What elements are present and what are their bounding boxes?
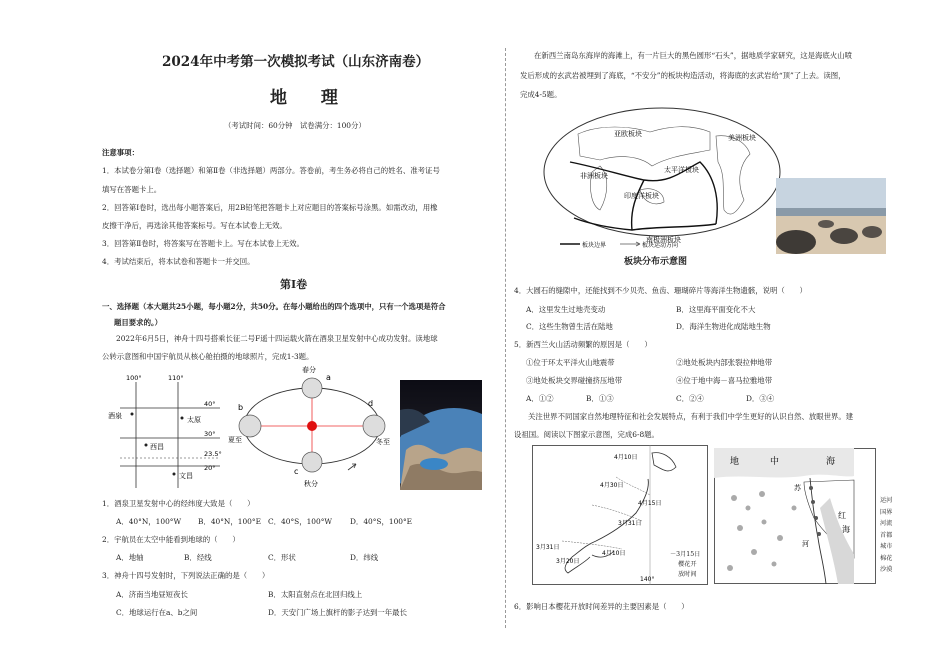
option: C．形状 [268, 553, 296, 562]
sea-label: 地 [730, 457, 740, 467]
plate-label: 亚欧板块 [614, 130, 642, 138]
winter-label: 冬至 [376, 438, 390, 446]
column-divider [505, 48, 506, 628]
answer-option: A．①② [526, 394, 554, 403]
question-stem: 2．宇航员在太空中能看到地球的（ ） [102, 535, 240, 544]
isoline-label: 3月31日 [536, 544, 560, 551]
lon-label: 110° [168, 374, 184, 382]
river-label: 河 [802, 540, 809, 548]
option: ④位于地中海－喜马拉雅地带 [676, 376, 773, 385]
passage-line: 设祖国。阅读以下图家示意图，完成6-8题。 [514, 430, 659, 439]
left-column [98, 0, 498, 672]
question-stem: 3．神舟十四号发射时，下列说法正确的是（ ） [102, 571, 270, 580]
answer-option: D．③④ [746, 394, 775, 403]
option: B．太阳直射点在北回归线上 [268, 590, 363, 599]
option: A．40°N，100°W [116, 517, 182, 526]
question-intro: 2022年6月5日，神舟十四号搭乘长征二号F遥十四运载火箭在酒泉卫星发射中心成功发射。读地球 [116, 334, 438, 343]
isoline-label: 4月10日 [614, 454, 638, 461]
sea-label: 中 [770, 457, 780, 467]
section-title: 第Ⅰ卷 [280, 278, 308, 291]
answer-option: C．②④ [676, 394, 704, 403]
plate-label: 非洲板块 [580, 172, 608, 180]
question-stem: 6．影响日本樱花开放时间差异的主要因素是（ ） [514, 602, 689, 611]
option: ②地处板块内部张裂拉伸地带 [676, 358, 773, 367]
plate-label: 印度洋板块 [624, 192, 659, 200]
beach-boulders-photo [776, 178, 886, 254]
earth-from-space-photo [400, 380, 482, 490]
summer-label: 夏至 [228, 436, 242, 444]
isoline-label: 4月15日 [638, 500, 662, 507]
lat-label: 23.5° [204, 450, 222, 458]
passage-line: 在新西兰南岛东海岸的海滩上，有一片巨大的黑色圆形“石头”，据地质学家研究，这是海底火山喷 [534, 51, 852, 60]
legend-item: 棉花 [880, 554, 893, 562]
point-b: b [238, 403, 244, 412]
autumn-label: 秋分 [304, 480, 318, 488]
note-line: 1．本试卷分第Ⅰ卷（选择题）和第Ⅱ卷（非选择题）两部分。答卷前，考生务必将自己的姓名、准考证号 [102, 166, 440, 175]
section-instruction: 一、选择题（本大题共25小题，每小题2分，共50分。在每小题给出的四个选项中，只有一个选项是符合 [102, 302, 446, 311]
exam-info: （考试时间：60分钟 试卷满分：100分） [224, 121, 366, 130]
question-intro: 公转示意图和中国宇航员从核心舱拍摄的地球照片，完成1-3题。 [102, 352, 314, 361]
legend-item: 国界 [880, 508, 893, 516]
lat-label: 20° [204, 464, 216, 472]
option: D．天安门广场上旗杆的影子达到一年最长 [268, 608, 407, 617]
option: B．这里海平面变化不大 [676, 305, 756, 314]
answer-option: B．①③ [586, 394, 614, 403]
lat-label: 30° [204, 430, 216, 438]
spring-label: 春分 [302, 366, 316, 374]
option: A．地轴 [116, 553, 144, 562]
japan-legend: 放时间 [678, 571, 697, 578]
city-label: 酒泉 [108, 412, 122, 420]
option: D．纬线 [350, 553, 379, 562]
sea-label: 海 [826, 457, 836, 467]
option: C．这些生物曾生活在陆地 [526, 322, 613, 331]
isoline-label: 4月10日 [602, 550, 626, 557]
plate-distribution-map [540, 106, 798, 264]
lon-label: 100° [126, 374, 142, 382]
exam-title: 2024年中考第一次模拟考试（山东济南卷） [162, 54, 430, 70]
japan-legend: 樱花开 [678, 561, 697, 568]
passage-line: 发后形成的玄武岩被埋到了海底，“不安分”的板块构造活动，将海底的玄武岩给“顶”了上去。读图， [520, 71, 846, 80]
earth-orbit-diagram [228, 362, 394, 490]
notes-heading: 注意事项： [102, 148, 139, 157]
passage-line: 完成4-5题。 [520, 90, 562, 99]
sea-label: 海 [842, 525, 850, 534]
legend-label: 板块运动方向 [642, 242, 679, 249]
option: D．海洋生物进化成陆地生物 [676, 322, 771, 331]
plate-label: 南极洲板块 [646, 236, 681, 244]
right-column [514, 0, 920, 672]
isoline-label: 4月30日 [600, 482, 624, 489]
isoline-label: 3月20日 [556, 558, 580, 565]
point-c: c [294, 467, 299, 476]
latlon-grid-map [102, 372, 224, 490]
option: A．济南当地昼短夜长 [116, 590, 188, 599]
egypt-map [714, 448, 876, 584]
note-line: 2．回答第Ⅰ卷时，选出每小题答案后，用2B铅笔把答题卡上对应题目的答案标号涂黑。如需改动，用橡 [102, 203, 438, 212]
subject-title: 地 理 [270, 88, 352, 108]
plate-label: 太平洋板块 [664, 166, 699, 174]
legend-label: 板块边界 [582, 242, 607, 249]
point-d: d [368, 399, 374, 408]
option: A．这里发生过地壳变动 [526, 305, 606, 314]
option: B．经线 [184, 553, 212, 562]
option: C．40°S，100°W [268, 517, 332, 526]
note-line: 皮擦干净后，再选涂其他答案标号。写在本试卷上无效。 [102, 221, 287, 230]
option: ①位于环太平洋火山地震带 [526, 358, 615, 367]
option: D．40°S，100°E [350, 517, 413, 526]
note-line: 3．回答第Ⅱ卷时，将答案写在答题卡上。写在本试卷上无效。 [102, 239, 304, 248]
lon-label: 140° [640, 576, 655, 583]
legend-item: 首都 [880, 531, 893, 539]
city-label: 太原 [187, 416, 201, 424]
legend-item: 城市 [880, 543, 893, 550]
isoline-label: 3月31日 [618, 520, 642, 527]
question-stem: 4．大圆石的缝隙中，还能找到不少贝壳、鱼齿、珊瑚碎片等海洋生物遗骸，说明（ ） [514, 286, 807, 295]
lat-label: 40° [204, 400, 216, 408]
city-label: 西昌 [150, 443, 164, 451]
egypt-legend [880, 495, 910, 576]
japan-legend: －3月15日 [670, 551, 701, 558]
point-a: a [326, 373, 331, 382]
city-label: 文昌 [179, 472, 193, 480]
option: B．40°N，100°E [198, 517, 261, 526]
question-stem: 5．新西兰火山活动频繁的原因是（ ） [514, 340, 652, 349]
canal-label: 苏 [794, 484, 801, 492]
legend-item: 河流 [880, 520, 893, 527]
option: C．地球运行在a、b之间 [116, 608, 198, 617]
option: ③地处板块交界碰撞挤压地带 [526, 376, 623, 385]
plate-label: 美洲板块 [728, 134, 756, 142]
legend-item: 沙漠 [880, 566, 893, 573]
sea-label: 红 [838, 511, 846, 520]
legend-item: 运河 [880, 497, 893, 504]
passage-line: 关注世界不同国家自然地理特征和社会发展特点，有利于我们中学生更好的认识自然、放眼世界。建 [528, 412, 854, 421]
plate-map-caption: 板块分布示意图 [624, 257, 688, 267]
question-stem: 1．酒泉卫星发射中心的经纬度大致是（ ） [102, 499, 255, 508]
note-line: 4．考试结束后，将本试卷和答题卡一并交回。 [102, 257, 255, 266]
section-instruction: 题目要求的。） [114, 318, 163, 327]
note-line: 填写在答题卡上。 [102, 185, 162, 194]
